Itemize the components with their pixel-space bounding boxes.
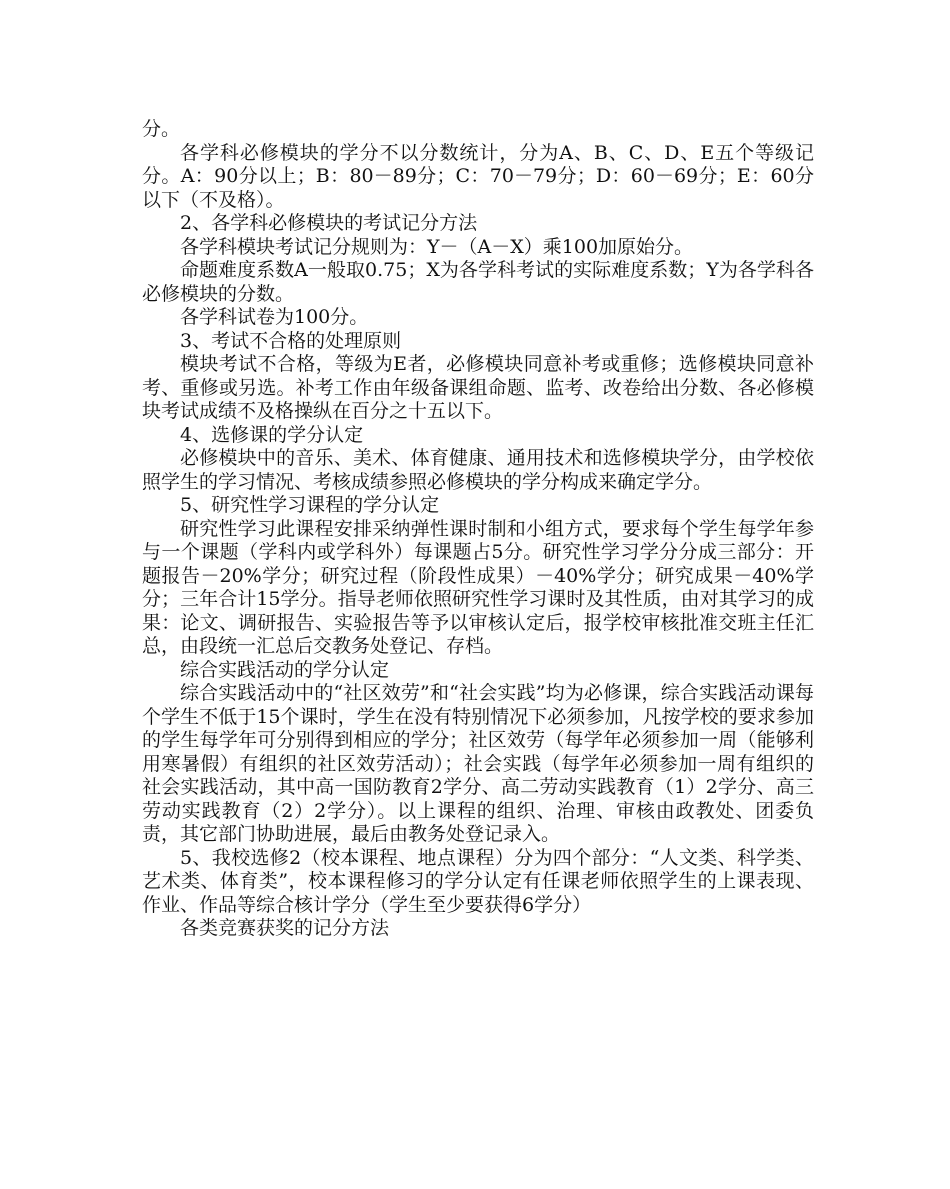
- paragraph-elective-credit: 必修模块中的音乐、美术、体育健康、通用技术和选修模块学分，由学校依照学生的学习情况、考核成绩参照必修模块的学分构成来确定学分。: [142, 447, 814, 493]
- paragraph-research-credit: 研究性学习此课程安排采纳弹性课时制和小组方式，要求每个学生每学年参与一个课题（学科内或学科外）每课题占5分。研究性学习学分分成三部分：开题报告－20%学分；研究过程（阶段性成果）－40%学分；研究成果－40%学分；三年合计15学分。指导老师依照研究性学习课时及其性质，由对其学习的成果：论文、调研报告、实验报告等予以审核认定后，报学校审核批准交班主任汇总，由段统一汇总后交教务处登记、存档。: [142, 517, 814, 657]
- paragraph-practice-credit: 综合实践活动中的“社区效劳”和“社会实践”均为必修课，综合实践活动课每个学生不低于15个课时，学生在没有特别情况下必须参加，凡按学校的要求参加的学生每学年可分别得到相应的学分；社区效劳（每学年必须参加一周（能够利用寒暑假）有组织的社区效劳活动）；社会实践（每学年必须参加一周有组织的社会实践活动，其中高一国防教育2学分、高二劳动实践教育（1）2学分、高三劳动实践教育（2）2学分）。以上课程的组织、治理、审核由政教处、团委负责，其它部门协助进展，最后由教务处登记录入。: [142, 682, 814, 845]
- paragraph-scoring-rule: 各学科模块考试记分规则为：Y－（A－X）乘100加原始分。: [180, 235, 694, 258]
- heading-competition-scoring: 各类竞赛获奖的记分方法: [180, 917, 390, 939]
- paragraph-grading-levels: 各学科必修模块的学分不以分数统计，分为A、B、C、D、E五个等级记分。A：90分以上；B：80－89分；C：70－79分；D：60－69分；E：60分以下（不及格）。: [142, 141, 814, 211]
- heading-exam-scoring-method: 2、各学科必修模块的考试记分方法: [180, 212, 478, 234]
- heading-research-credit: 5、研究性学习课程的学分认定: [180, 494, 440, 516]
- paragraph-school-electives: 5、我校选修2（校本课程、地点课程）分为四个部分：“人文类、科学类、艺术类、体育类”，校本课程修习的学分认定有任课老师依照学生的上课表现、作业、作品等综合核计学分（学生至少要获得6学分）: [142, 846, 814, 916]
- heading-elective-credit: 4、选修课的学分认定: [180, 423, 364, 446]
- heading-practice-credit: 综合实践活动的学分认定: [180, 658, 390, 681]
- paragraph-difficulty-coefficient: 命题难度系数A一般取0.75；X为各学科考试的实际难度系数；Y为各学科各必修模块的分数。: [142, 259, 814, 305]
- document-page: [142, 118, 814, 941]
- paragraph-paper-total: 各学科试卷为100分。: [180, 306, 369, 328]
- paragraph-continuation: 分。: [142, 118, 181, 140]
- heading-failing-principles: 3、考试不合格的处理原则: [180, 329, 402, 352]
- paragraph-failing-principles: 模块考试不合格，等级为E者，必修模块同意补考或重修；选修模块同意补考、重修或另选。补考工作由年级备课组命题、监考、改卷给出分数、各必修模块考试成绩不及格操纵在百分之十五以下。: [142, 353, 814, 422]
